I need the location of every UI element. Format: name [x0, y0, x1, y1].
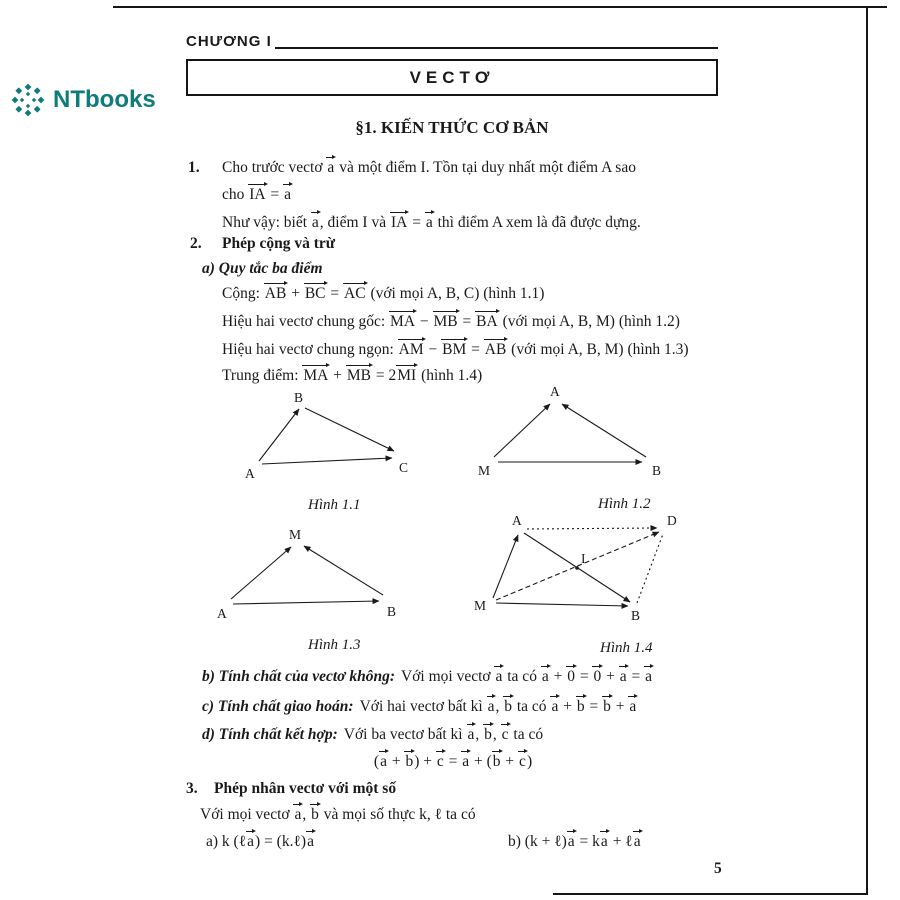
ntbooks-logo-text: NTbooks	[53, 86, 156, 113]
figure-1-2-caption: Hình 1.2	[598, 496, 651, 512]
figure-1-1-caption: Hình 1.1	[308, 497, 361, 513]
item2-number: 2.	[190, 235, 202, 252]
vertex-label: I	[581, 551, 586, 566]
item2-title: Phép cộng và trừ	[222, 235, 336, 252]
chapter-label: CHƯƠNG I	[186, 33, 272, 50]
chapter-title: VECTƠ	[409, 67, 495, 87]
item3-eq-a: a) k (ℓa) = (k.ℓ)a	[206, 833, 314, 850]
property-b	[202, 665, 653, 688]
rule-trung-diem: Trung điểm: MA + MB = 2MI (hình 1.4)	[222, 367, 483, 384]
page-number: 5	[714, 860, 722, 877]
item2-sub-a: a) Quy tắc ba điểm	[202, 260, 323, 277]
property-d	[202, 723, 543, 746]
vertex-label: A	[245, 466, 255, 481]
vertex-label: B	[387, 604, 397, 619]
rule-hieu-ngon: Hiệu hai vectơ chung ngọn: AM − BM = AB (với mọi A, B, M) (hình 1.3)	[222, 341, 689, 358]
vertex-label: B	[652, 463, 662, 478]
property-c-text: Với hai vectơ bất kì a, b ta có a + b = b + a	[359, 698, 637, 715]
item1-line1: Cho trước vectơ a và một điểm I. Tồn tại duy nhất một điểm A sao	[222, 159, 636, 176]
vertex-label: A	[512, 513, 522, 528]
scan-top-border	[113, 6, 887, 8]
figure-1-1	[215, 390, 415, 485]
vertex-label: B	[631, 608, 641, 622]
figure-1-2	[478, 385, 678, 480]
figure-1-3	[205, 528, 405, 620]
item3-title: Phép nhân vectơ với một số	[214, 780, 397, 797]
property-c-label: c) Tính chất giao hoán:	[202, 698, 354, 715]
item1-line3: Như vậy: biết a, điểm I và IA = a thì điểm A xem là đã được dựng.	[222, 214, 641, 231]
rule-hieu-goc: Hiệu hai vectơ chung gốc: MA − MB = BA (với mọi A, B, M) (hình 1.2)	[222, 313, 680, 330]
property-d-label: d) Tính chất kết hợp:	[202, 726, 338, 743]
vertex-label: C	[399, 460, 409, 475]
item1-line2: cho IA = a	[222, 186, 292, 203]
vertex-label: D	[667, 513, 677, 528]
property-d-equation: (a + b) + c = a + (b + c)	[373, 753, 533, 770]
item3-number: 3.	[186, 780, 198, 797]
scan-bottom-border	[553, 893, 868, 895]
item1-number: 1.	[188, 159, 200, 176]
property-c	[202, 695, 637, 718]
vertex-label: A	[550, 385, 560, 399]
vertex-label: B	[294, 390, 304, 405]
figure-1-4	[465, 512, 693, 622]
section-title: §1. KIẾN THỨC CƠ BẢN	[355, 118, 549, 137]
rule-cong: Cộng: AB + BC = AC (với mọi A, B, C) (hình 1.1)	[222, 285, 545, 302]
ntbooks-logo-icon	[6, 78, 50, 122]
property-b-text: Với mọi vectơ a ta có a + 0 = 0 + a = a	[401, 668, 652, 685]
vertex-label: M	[478, 463, 491, 478]
figure-1-3-caption: Hình 1.3	[308, 637, 361, 653]
vertex-label: M	[289, 528, 302, 542]
property-d-text: Với ba vectơ bất kì a, b, c ta có	[343, 726, 544, 743]
vertex-label: M	[474, 598, 487, 613]
figure-1-4-caption: Hình 1.4	[600, 640, 653, 656]
ntbooks-logo	[6, 78, 156, 122]
item3-eq-b: b) (k + ℓ)a = ka + ℓa	[508, 833, 641, 850]
chapter-rule	[275, 47, 718, 49]
chapter-title-box	[186, 59, 718, 96]
vertex-label: A	[217, 606, 227, 620]
scan-right-border	[866, 6, 868, 895]
item3-intro: Với mọi vectơ a, b và mọi số thực k, ℓ ta có	[200, 806, 476, 823]
property-b-label: b) Tính chất của vectơ không:	[202, 668, 396, 685]
